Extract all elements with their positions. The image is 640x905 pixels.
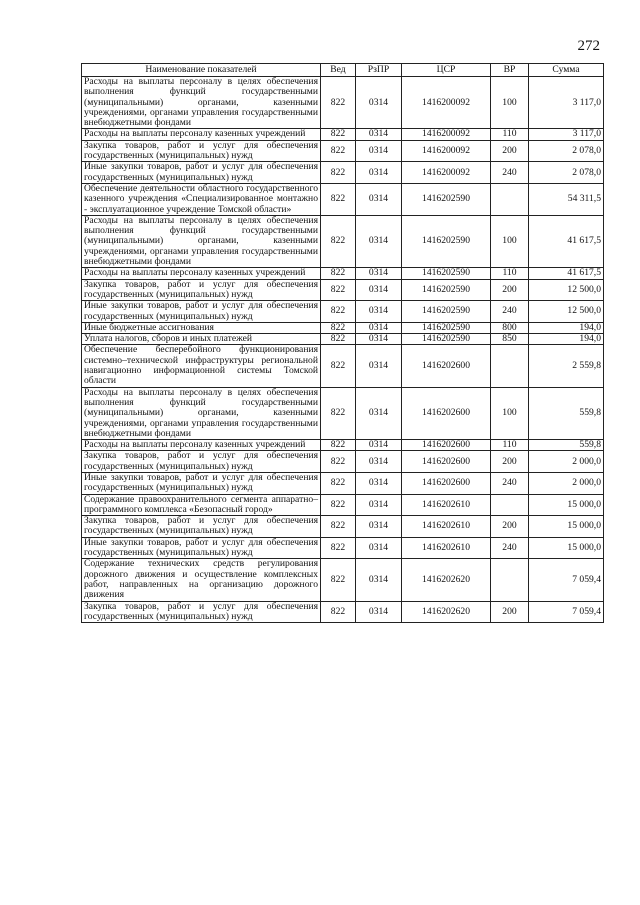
cell-vr: 100 (491, 387, 529, 439)
cell-csr: 1416202620 (402, 559, 491, 601)
cell-ved: 822 (321, 387, 356, 439)
cell-ved: 822 (321, 537, 356, 559)
cell-csr: 1416202620 (402, 601, 491, 623)
cell-rzpr: 0314 (356, 601, 402, 623)
cell-csr: 1416202600 (402, 387, 491, 439)
cell-rzpr: 0314 (356, 494, 402, 516)
cell-vr (491, 494, 529, 516)
header-vr: ВР (491, 64, 529, 77)
cell-name: Расходы на выплаты персоналу казенных учреждений (82, 268, 321, 279)
cell-sum: 3 117,0 (529, 129, 604, 140)
cell-ved: 822 (321, 451, 356, 473)
cell-vr: 240 (491, 537, 529, 559)
cell-name: Закупка товаров, работ и услуг для обеспечения государственных (муниципальных) нужд (82, 279, 321, 301)
cell-vr: 850 (491, 334, 529, 345)
header-sum: Сумма (529, 64, 604, 77)
cell-vr: 100 (491, 77, 529, 129)
cell-sum: 12 500,0 (529, 279, 604, 301)
cell-vr (491, 345, 529, 387)
cell-rzpr: 0314 (356, 537, 402, 559)
cell-name: Содержание правоохранительного сегмента аппаратно–программного комплекса «Безопасный город» (82, 494, 321, 516)
cell-rzpr: 0314 (356, 140, 402, 162)
cell-rzpr: 0314 (356, 472, 402, 494)
cell-name: Обеспечение деятельности областного государственного казенного учреждения «Специализированное монтажно - эксплуатационное учреждение Томской области» (82, 183, 321, 215)
table-row (82, 322, 604, 333)
cell-rzpr: 0314 (356, 345, 402, 387)
table-row (82, 537, 604, 559)
cell-name: Расходы на выплаты персоналу казенных учреждений (82, 129, 321, 140)
cell-rzpr: 0314 (356, 387, 402, 439)
cell-ved: 822 (321, 559, 356, 601)
cell-sum: 41 617,5 (529, 268, 604, 279)
cell-ved: 822 (321, 129, 356, 140)
cell-csr: 1416200092 (402, 77, 491, 129)
cell-csr: 1416202590 (402, 279, 491, 301)
cell-name: Закупка товаров, работ и услуг для обеспечения государственных (муниципальных) нужд (82, 601, 321, 623)
cell-ved: 822 (321, 345, 356, 387)
cell-rzpr: 0314 (356, 162, 402, 184)
cell-ved: 822 (321, 140, 356, 162)
cell-rzpr: 0314 (356, 268, 402, 279)
cell-vr: 110 (491, 440, 529, 451)
cell-name: Расходы на выплаты персоналу в целях обеспечения выполнения функций государственными (муниципальными) органами, казенными учреждениями, органами управления государственными внебюджетными фондами (82, 387, 321, 439)
cell-name: Расходы на выплаты персоналу казенных учреждений (82, 440, 321, 451)
page-number: 272 (577, 38, 600, 54)
cell-sum: 41 617,5 (529, 215, 604, 267)
table-row (82, 77, 604, 129)
cell-rzpr: 0314 (356, 559, 402, 601)
cell-vr: 200 (491, 451, 529, 473)
cell-vr (491, 183, 529, 215)
budget-table (81, 63, 604, 623)
table-row (82, 301, 604, 323)
cell-name: Иные закупки товаров, работ и услуг для обеспечения государственных (муниципальных) нужд (82, 537, 321, 559)
cell-rzpr: 0314 (356, 279, 402, 301)
cell-vr: 200 (491, 601, 529, 623)
table-row (82, 516, 604, 538)
cell-ved: 822 (321, 516, 356, 538)
table-row (82, 162, 604, 184)
cell-sum: 7 059,4 (529, 559, 604, 601)
cell-ved: 822 (321, 77, 356, 129)
table-row (82, 440, 604, 451)
cell-csr: 1416202590 (402, 183, 491, 215)
cell-ved: 822 (321, 215, 356, 267)
cell-rzpr: 0314 (356, 301, 402, 323)
cell-csr: 1416202600 (402, 345, 491, 387)
cell-sum: 7 059,4 (529, 601, 604, 623)
cell-vr: 800 (491, 322, 529, 333)
header-rzpr: РзПР (356, 64, 402, 77)
cell-ved: 822 (321, 322, 356, 333)
cell-name: Расходы на выплаты персоналу в целях обеспечения выполнения функций государственными (муниципальными) органами, казенными учреждениями, органами управления государственными внебюджетными фондами (82, 77, 321, 129)
cell-ved: 822 (321, 334, 356, 345)
cell-sum: 2 078,0 (529, 140, 604, 162)
cell-rzpr: 0314 (356, 77, 402, 129)
table-row (82, 183, 604, 215)
table-row (82, 472, 604, 494)
cell-sum: 2 559,8 (529, 345, 604, 387)
cell-csr: 1416200092 (402, 129, 491, 140)
cell-name: Расходы на выплаты персоналу в целях обеспечения выполнения функций государственными (муниципальными) органами, казенными учреждениями, органами управления государственными внебюджетными фондами (82, 215, 321, 267)
cell-csr: 1416200092 (402, 140, 491, 162)
cell-rzpr: 0314 (356, 451, 402, 473)
cell-rzpr: 0314 (356, 516, 402, 538)
cell-rzpr: 0314 (356, 183, 402, 215)
cell-sum: 2 000,0 (529, 472, 604, 494)
table-row (82, 334, 604, 345)
cell-vr (491, 559, 529, 601)
cell-name: Закупка товаров, работ и услуг для обеспечения государственных (муниципальных) нужд (82, 451, 321, 473)
cell-sum: 559,8 (529, 440, 604, 451)
cell-vr: 100 (491, 215, 529, 267)
table-row (82, 494, 604, 516)
cell-csr: 1416202600 (402, 451, 491, 473)
cell-sum: 2 078,0 (529, 162, 604, 184)
header-csr: ЦСР (402, 64, 491, 77)
table-row (82, 387, 604, 439)
cell-ved: 822 (321, 601, 356, 623)
table-row (82, 345, 604, 387)
cell-ved: 822 (321, 279, 356, 301)
cell-name: Иные закупки товаров, работ и услуг для обеспечения государственных (муниципальных) нужд (82, 301, 321, 323)
cell-csr: 1416202600 (402, 472, 491, 494)
table-header-row (82, 64, 604, 77)
cell-csr: 1416202590 (402, 215, 491, 267)
cell-rzpr: 0314 (356, 215, 402, 267)
cell-name: Уплата налогов, сборов и иных платежей (82, 334, 321, 345)
cell-rzpr: 0314 (356, 129, 402, 140)
cell-sum: 15 000,0 (529, 494, 604, 516)
cell-csr: 1416202590 (402, 268, 491, 279)
cell-vr: 110 (491, 268, 529, 279)
cell-sum: 54 311,5 (529, 183, 604, 215)
cell-ved: 822 (321, 494, 356, 516)
cell-rzpr: 0314 (356, 322, 402, 333)
table-row (82, 215, 604, 267)
cell-name: Иные закупки товаров, работ и услуг для обеспечения государственных (муниципальных) нужд (82, 162, 321, 184)
cell-sum: 12 500,0 (529, 301, 604, 323)
cell-csr: 1416202590 (402, 301, 491, 323)
cell-ved: 822 (321, 162, 356, 184)
cell-sum: 15 000,0 (529, 516, 604, 538)
header-name: Наименование показателей (82, 64, 321, 77)
table-row (82, 140, 604, 162)
cell-name: Иные бюджетные ассигнования (82, 322, 321, 333)
cell-csr: 1416202610 (402, 537, 491, 559)
cell-name: Закупка товаров, работ и услуг для обеспечения государственных (муниципальных) нужд (82, 140, 321, 162)
cell-vr: 240 (491, 472, 529, 494)
cell-csr: 1416202600 (402, 440, 491, 451)
cell-csr: 1416202590 (402, 334, 491, 345)
table-row (82, 129, 604, 140)
cell-name: Иные закупки товаров, работ и услуг для обеспечения государственных (муниципальных) нужд (82, 472, 321, 494)
cell-sum: 3 117,0 (529, 77, 604, 129)
cell-sum: 15 000,0 (529, 537, 604, 559)
cell-sum: 194,0 (529, 322, 604, 333)
table-row (82, 451, 604, 473)
cell-vr: 200 (491, 516, 529, 538)
cell-name: Закупка товаров, работ и услуг для обеспечения государственных (муниципальных) нужд (82, 516, 321, 538)
cell-vr: 110 (491, 129, 529, 140)
cell-csr: 1416202590 (402, 322, 491, 333)
cell-ved: 822 (321, 440, 356, 451)
table-row (82, 559, 604, 601)
cell-name: Содержание технических средств регулирования дорожного движения и осуществление комплексных работ, направленных на организацию дорожного движения (82, 559, 321, 601)
cell-name: Обеспечение бесперебойного функционирования системно–технической инфраструктуры региональной навигационно информационной системы Томской области (82, 345, 321, 387)
header-ved: Вед (321, 64, 356, 77)
cell-csr: 1416202610 (402, 516, 491, 538)
cell-vr: 240 (491, 301, 529, 323)
cell-ved: 822 (321, 301, 356, 323)
cell-sum: 194,0 (529, 334, 604, 345)
cell-vr: 200 (491, 140, 529, 162)
cell-ved: 822 (321, 472, 356, 494)
table-row (82, 279, 604, 301)
cell-rzpr: 0314 (356, 440, 402, 451)
cell-csr: 1416202610 (402, 494, 491, 516)
table-row (82, 601, 604, 623)
cell-ved: 822 (321, 268, 356, 279)
cell-csr: 1416200092 (402, 162, 491, 184)
cell-vr: 240 (491, 162, 529, 184)
cell-vr: 200 (491, 279, 529, 301)
table-row (82, 268, 604, 279)
cell-ved: 822 (321, 183, 356, 215)
cell-sum: 2 000,0 (529, 451, 604, 473)
cell-sum: 559,8 (529, 387, 604, 439)
cell-rzpr: 0314 (356, 334, 402, 345)
